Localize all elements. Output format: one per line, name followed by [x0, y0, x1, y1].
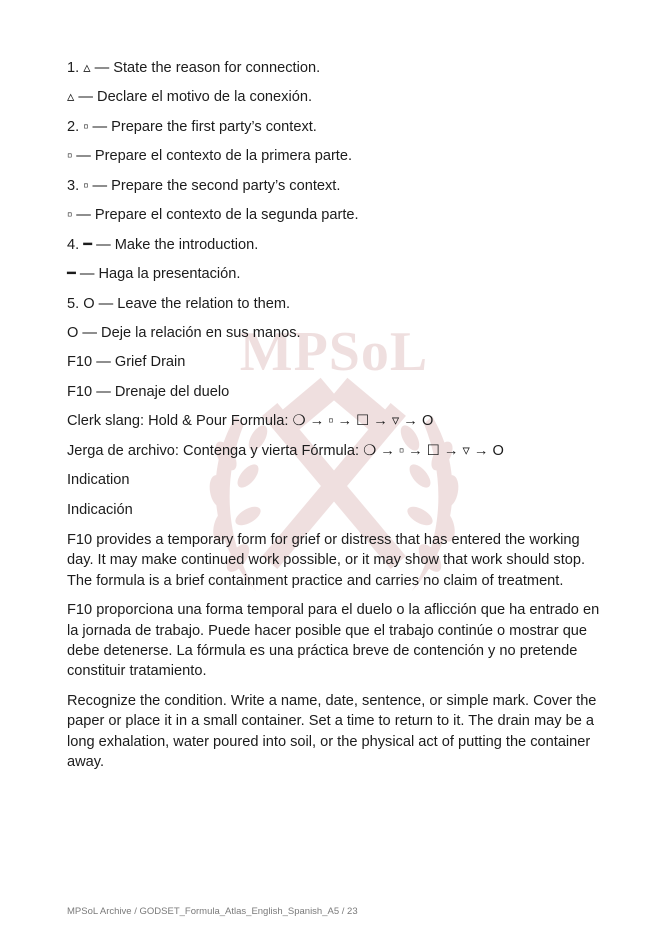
page-footer: MPSoL Archive / GODSET_Formula_Atlas_English_Spanish_A5 / 23	[67, 906, 358, 917]
formula-title-english: F10 — Grief Drain	[67, 354, 186, 371]
step-4-spanish: ━ — Haga la presentación.	[67, 266, 241, 283]
step-3-english: 3. ▫ — Prepare the second party’s context.	[67, 177, 341, 194]
clerk-slang-spanish: Jerga de archivo: Contenga y vierta Fórmula: ❍ → ▫ → ☐ → ▿ → O	[67, 442, 504, 459]
formula-title-spanish: F10 — Drenaje del duelo	[67, 383, 230, 400]
step-1-spanish: ▵ — Declare el motivo de la conexión.	[67, 89, 312, 106]
watermark-text: MPSoL	[239, 321, 429, 383]
indication-paragraph-spanish: F10 proporciona una forma temporal para el duelo o la aflicción que ha entrado en la jornada de trabajo. Puede hacer posible que el trabajo continúe o mostrar que debe detenerse. La fórmula es una práctica breve de contención y no pretende constituir tratamiento.	[67, 602, 600, 680]
step-2-spanish: ▫ — Prepare el contexto de la primera parte.	[67, 148, 353, 165]
procedure-paragraph-english: Recognize the condition. Write a name, date, sentence, or simple mark. Cover the paper or place it in a small container. Set a time to return to it. The drain may be a long exhalation, water poured into soil, or the physical act of putting the container away.	[67, 692, 597, 771]
step-5-english: 5. O — Leave the relation to them.	[67, 295, 291, 312]
step-1-english: 1. ▵ — State the reason for connection.	[67, 60, 321, 76]
step-2-english: 2. ▫ — Prepare the first party’s context.	[67, 118, 317, 135]
step-5-spanish: O — Deje la relación en sus manos.	[67, 324, 301, 341]
step-3-spanish: ▫ — Prepare el contexto de la segunda parte.	[67, 207, 359, 224]
clerk-slang-english: Clerk slang: Hold & Pour Formula: ❍ → ▫ → ☐ → ▿ → O	[67, 413, 434, 430]
indication-paragraph-english: F10 provides a temporary form for grief or distress that has entered the working day. It may make continued work possible, or it may show that work should stop. The formula is a brief containment practice and carries no claim of treatment.	[67, 532, 586, 589]
indication-heading-spanish: Indicación	[67, 501, 133, 518]
indication-heading-english: Indication	[67, 472, 130, 489]
document-body	[67, 59, 607, 781]
step-4-english: 4. ━ — Make the introduction.	[67, 236, 259, 253]
